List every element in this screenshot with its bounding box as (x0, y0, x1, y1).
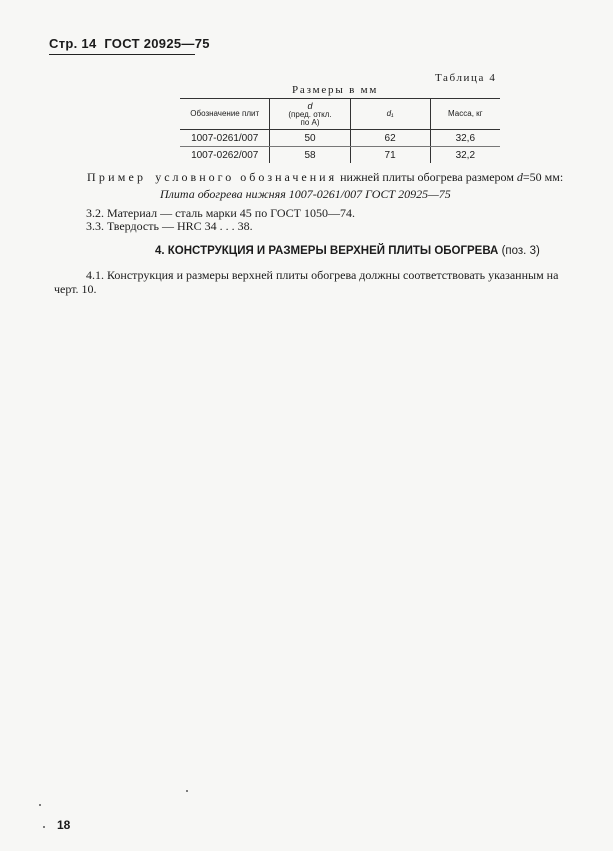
header-rule (49, 54, 195, 55)
cell-d: 58 (270, 147, 350, 164)
item-hardness: 3.3. Твердость — HRC 34 . . . 38. (86, 219, 253, 233)
example-d-value: =50 мм: (522, 170, 564, 184)
cell-mass: 32,2 (430, 147, 500, 164)
scan-speck (43, 826, 45, 828)
cell-d1: 62 (350, 130, 430, 147)
section-ref: (поз. 3) (501, 245, 540, 257)
header-d-fit: по A) (300, 117, 320, 127)
example-text: нижней плиты обогрева размером (340, 170, 514, 184)
example-spaced-text: условного обозначения (155, 170, 338, 184)
table-caption: Размеры в мм (292, 84, 379, 96)
dimensions-table (180, 98, 500, 163)
cell-d: 50 (270, 130, 350, 147)
scan-speck (39, 804, 41, 806)
item-material: 3.2. Материал — сталь марки 45 по ГОСТ 1050—74. (86, 206, 356, 220)
page-label: Стр. 14 (49, 36, 97, 51)
page-header (49, 36, 210, 51)
header-mass: Масса, кг (430, 99, 500, 130)
cell-designation: 1007-0261/007 (180, 130, 270, 147)
table-row (180, 147, 500, 164)
page-number: 18 (57, 818, 71, 832)
table-label: Таблица 4 (435, 72, 497, 84)
scan-speck (186, 790, 188, 792)
cell-d1: 71 (350, 147, 430, 164)
example-designation: Плита обогрева нижняя 1007-0261/007 ГОСТ 20925—75 (160, 187, 451, 201)
designation-example (87, 170, 563, 185)
paragraph-line-2: черт. 10. (54, 282, 97, 296)
example-d-symbol: d (516, 170, 523, 184)
standard-number: ГОСТ 20925—75 (104, 36, 210, 51)
header-designation: Обозначение плит (190, 109, 260, 118)
example-lead: Пример (87, 170, 147, 184)
header-d-symbol: d (307, 100, 313, 111)
header-d-tolerance: (пред. откл. (288, 109, 332, 119)
cell-designation: 1007-0262/007 (191, 149, 259, 161)
paragraph-line-1: 4.1. Конструкция и размеры верхней плиты обогрева должны соответствовать указанным на (86, 268, 559, 282)
table-header-row (180, 99, 500, 130)
header-d1: d₁ (350, 99, 430, 130)
section-title-text: 4. КОНСТРУКЦИЯ И РАЗМЕРЫ ВЕРХНЕЙ ПЛИТЫ ОБОГРЕВА (155, 245, 499, 257)
section-title (155, 245, 540, 257)
table-row (180, 130, 500, 147)
cell-mass: 32,6 (430, 130, 500, 147)
header-d (270, 99, 350, 130)
